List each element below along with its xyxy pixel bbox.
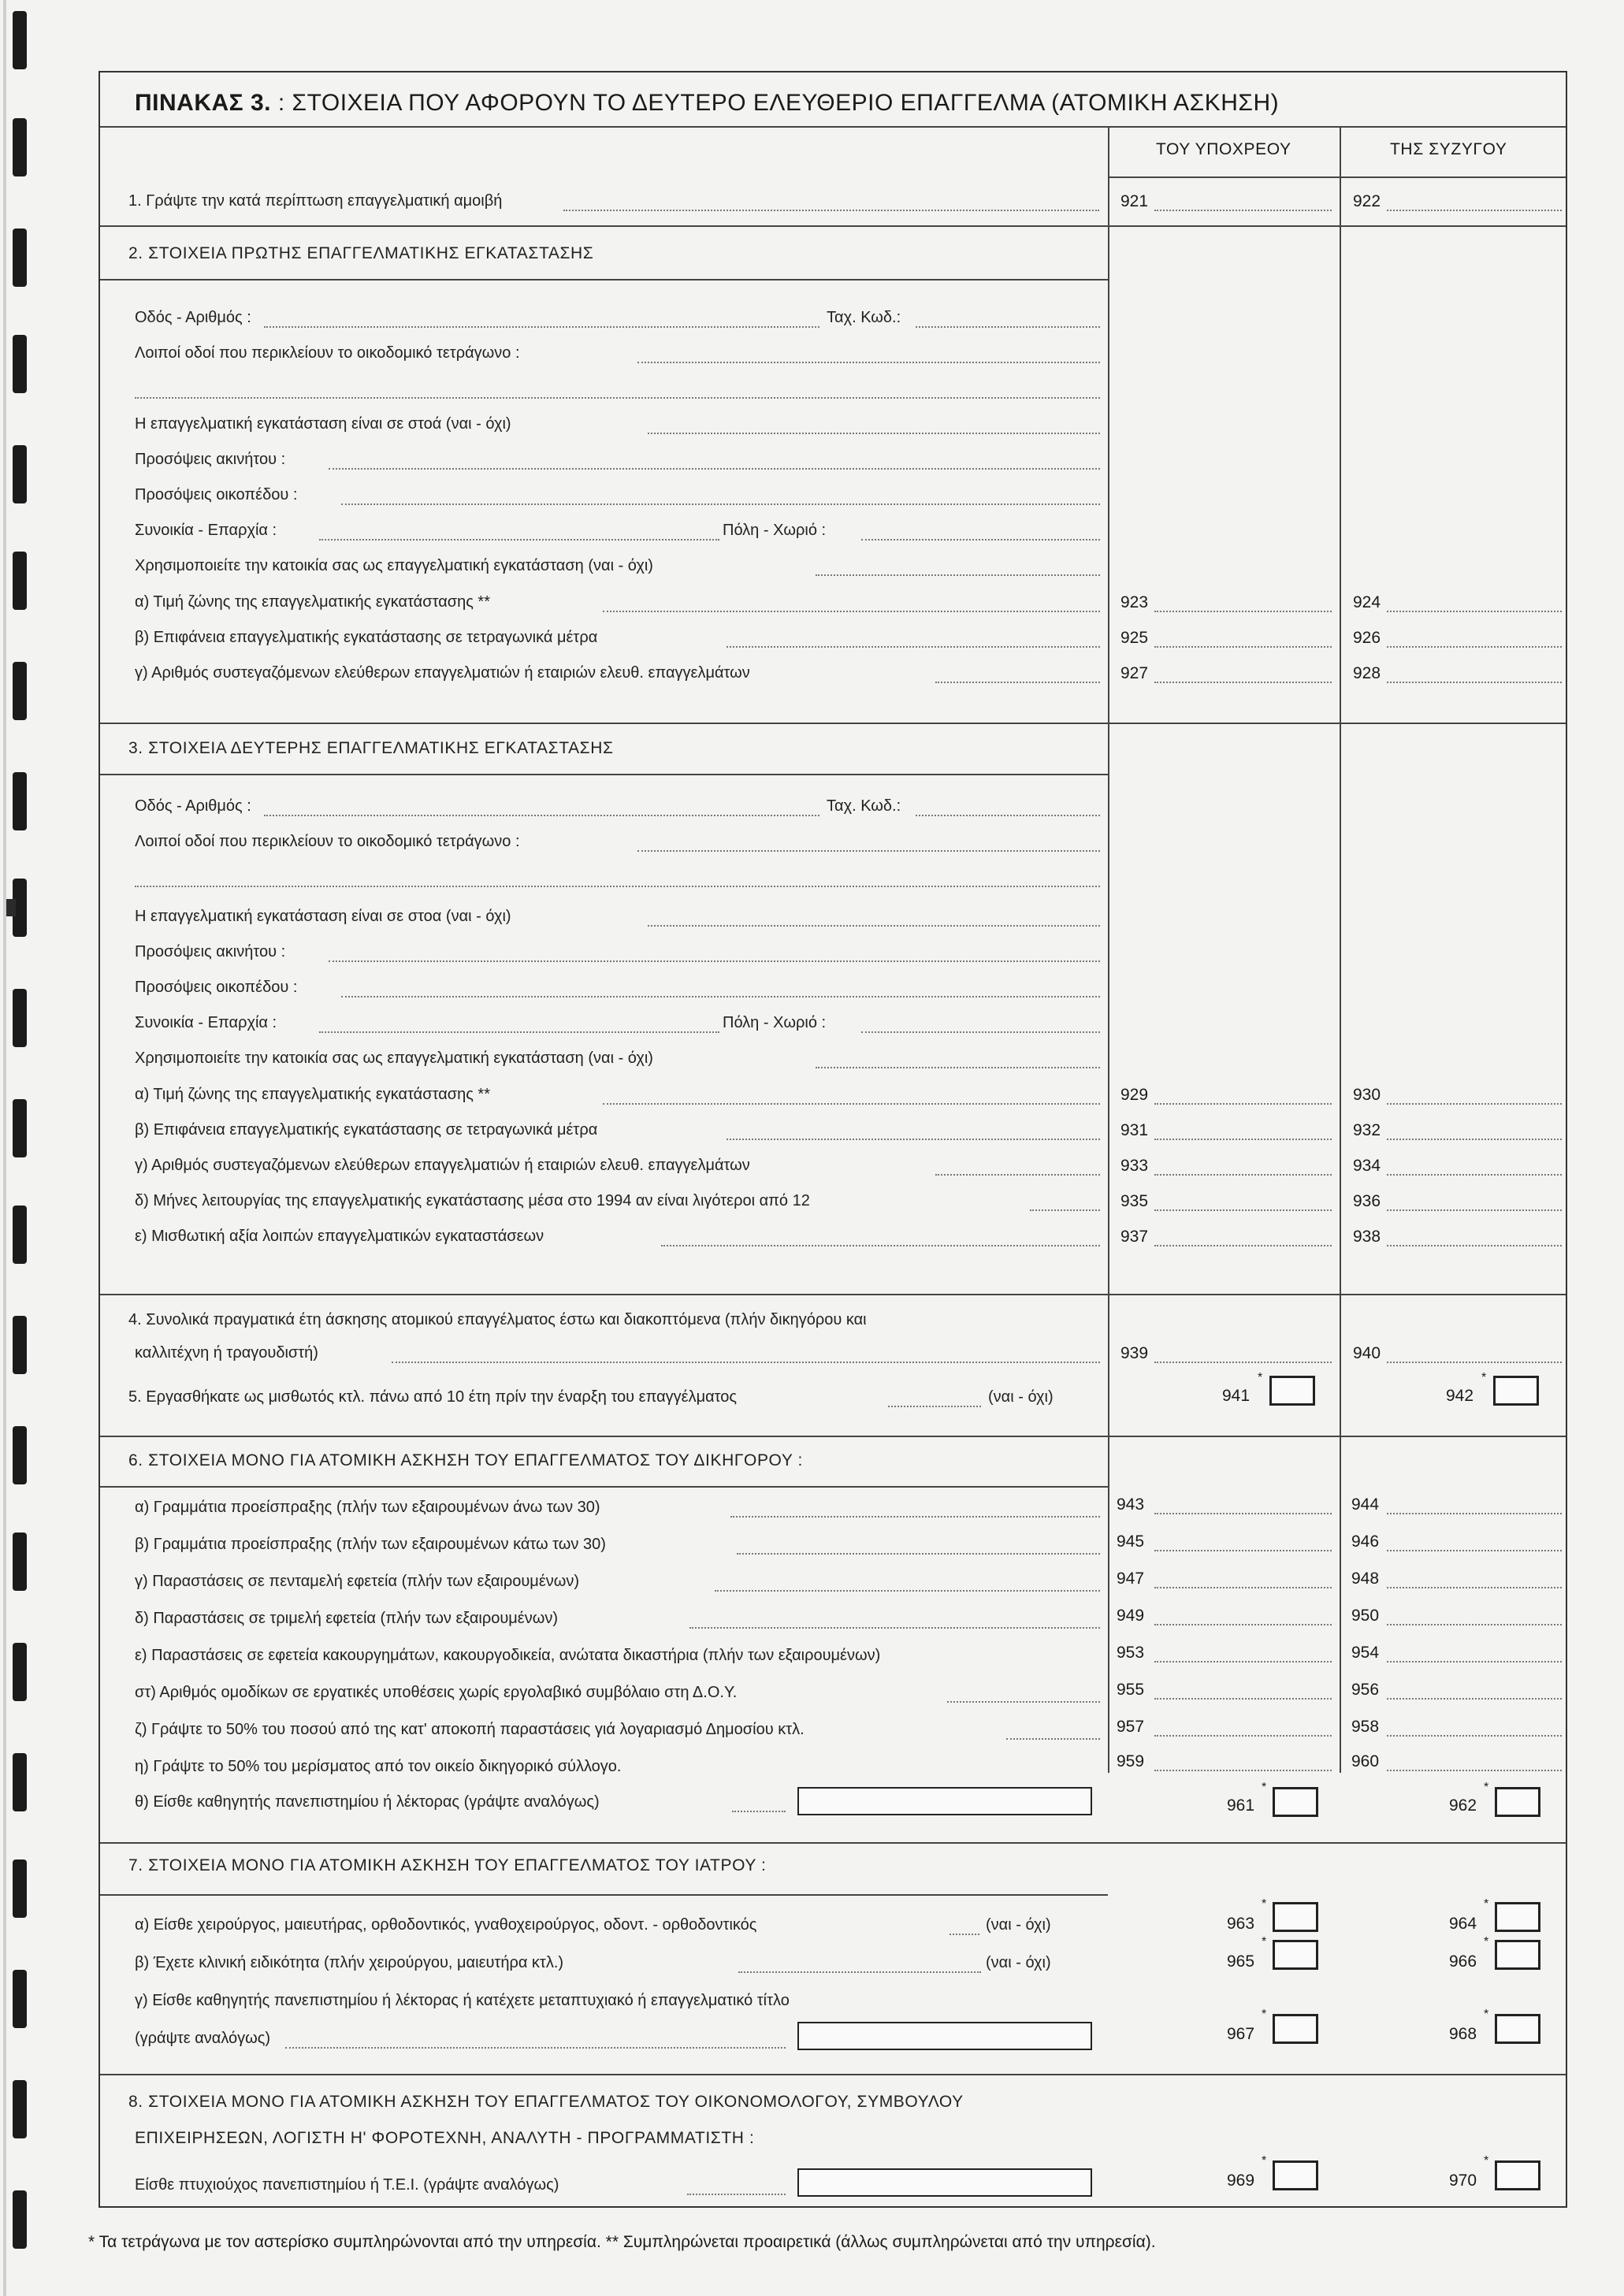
s2-arcade-field[interactable] xyxy=(648,433,1100,434)
s2-postal-field[interactable] xyxy=(916,326,1100,328)
footnote: * Τα τετράγωνα με τον αστερίσκο συμπληρώνονται από την υπηρεσία. ** Συμπληρώνεται προαιρετικά (άλλως συμπληρώνεται από την υπηρεσία). xyxy=(88,2233,1156,2251)
s7-c-label-line1: γ) Είσθε καθηγητής πανεπιστημίου ή λέκτορας ή κατέχετε μεταπτυχιακό ή επαγγελματικό τίτλο xyxy=(135,1992,790,2009)
box-942[interactable] xyxy=(1493,1376,1539,1406)
field-944[interactable] xyxy=(1387,1513,1562,1514)
field-945[interactable] xyxy=(1154,1550,1332,1551)
code-965: 965 xyxy=(1227,1952,1255,1971)
asterisk: * xyxy=(1262,2154,1267,2168)
s2-district-field[interactable] xyxy=(319,539,719,541)
s3-district-label: Συνοικία - Επαρχία : xyxy=(135,1014,277,1031)
dotted-line xyxy=(947,1701,1100,1703)
table-title-text: : ΣΤΟΙΧΕΙΑ ΠΟΥ ΑΦΟΡΟΥΝ ΤΟ ΔΕΥΤΕΡΟ ΕΛΕΥΘΕΡΙΟ ΕΠΑΓΓΕΛΜΑ (ΑΤΟΜΙΚΗ ΑΣΚΗΣΗ) xyxy=(271,90,1280,116)
field-935[interactable] xyxy=(1154,1209,1332,1211)
dotted-line xyxy=(888,1406,981,1407)
asterisk: * xyxy=(1484,2154,1489,2168)
field-953[interactable] xyxy=(1154,1661,1332,1663)
code-932: 932 xyxy=(1353,1121,1381,1139)
s3-street-field[interactable] xyxy=(264,815,819,816)
s2-city-label: Πόλη - Χωριό : xyxy=(723,522,827,539)
dotted-line xyxy=(603,1103,1100,1105)
code-931: 931 xyxy=(1120,1121,1149,1139)
field-949[interactable] xyxy=(1154,1624,1332,1625)
dotted-line xyxy=(392,1362,1100,1363)
code-970: 970 xyxy=(1449,2172,1477,2190)
dotted-line xyxy=(661,1245,1100,1246)
s2-facade-property-label: Προσόψεις ακινήτου : xyxy=(135,451,286,468)
code-930: 930 xyxy=(1353,1086,1381,1104)
code-945: 945 xyxy=(1117,1533,1145,1551)
s7-a-yes-no: (ναι - όχι) xyxy=(986,1916,1051,1934)
box-969[interactable] xyxy=(1273,2160,1318,2190)
code-964: 964 xyxy=(1449,1915,1477,1933)
rule xyxy=(100,279,1108,280)
code-955: 955 xyxy=(1117,1681,1145,1699)
s3-postal-field[interactable] xyxy=(916,815,1100,816)
field-922[interactable] xyxy=(1387,210,1562,211)
binding-ring xyxy=(6,445,38,503)
s2-facade-plot-field[interactable] xyxy=(341,503,1100,505)
table-number: ΠΙΝΑΚΑΣ 3. xyxy=(135,90,272,116)
code-957: 957 xyxy=(1117,1718,1145,1736)
s2-postal-label: Ταχ. Κωδ.: xyxy=(827,309,901,326)
code-959: 959 xyxy=(1117,1752,1145,1770)
rule xyxy=(1108,176,1566,178)
s6-b-label: β) Γραμμάτια προείσπραξης (πλήν των εξαιρουμένων κάτω των 30) xyxy=(135,1536,606,1553)
s3-city-label: Πόλη - Χωριό : xyxy=(723,1014,827,1031)
s2-city-field[interactable] xyxy=(861,539,1100,541)
binding-ring xyxy=(6,552,38,610)
code-948: 948 xyxy=(1351,1570,1380,1588)
code-936: 936 xyxy=(1353,1192,1381,1210)
code-935: 935 xyxy=(1120,1192,1149,1210)
s2-residence-use-field[interactable] xyxy=(816,574,1100,576)
field-947[interactable] xyxy=(1154,1587,1332,1588)
dotted-line xyxy=(935,1174,1100,1176)
binding-ring xyxy=(6,1643,38,1701)
code-942: 942 xyxy=(1446,1387,1474,1405)
s2-other-streets-field-2[interactable] xyxy=(135,397,1100,399)
binding-ring xyxy=(6,662,38,720)
s3-residence-use-label: Χρησιμοποιείτε την κατοικία σας ως επαγγελματική εγκατάσταση (ναι - όχι) xyxy=(135,1050,653,1067)
field-933[interactable] xyxy=(1154,1174,1332,1176)
s4-label-line1: 4. Συνολικά πραγματικά έτη άσκησης ατομικού επαγγέλματος έστω και διακοπτόμενα (πλήν δικηγόρου και xyxy=(128,1311,867,1328)
binding-ring xyxy=(6,1426,38,1484)
dotted-line xyxy=(738,1971,981,1973)
dotted-line xyxy=(715,1590,1100,1592)
s2-other-streets-label: Λοιποί οδοί που περικλείουν το οικοδομικό τετράγωνο : xyxy=(135,344,520,362)
s6-header: 6. ΣΤΟΙΧΕΙΑ ΜΟΝΟ ΓΙΑ ΑΤΟΜΙΚΗ ΑΣΚΗΣΗ ΤΟΥ ΕΠΑΓΓΕΛΜΑΤΟΣ ΤΟΥ ΔΙΚΗΓΟΡΟΥ : xyxy=(128,1451,803,1469)
code-953: 953 xyxy=(1117,1644,1145,1662)
s3-postal-label: Ταχ. Κωδ.: xyxy=(827,797,901,815)
asterisk: * xyxy=(1481,1371,1487,1384)
s6-c-label: γ) Παραστάσεις σε πενταμελή εφετεία (πλήν των εξαιρουμένων) xyxy=(135,1573,580,1590)
s8-degree-field[interactable] xyxy=(797,2168,1092,2197)
field-939[interactable] xyxy=(1154,1362,1332,1363)
box-961[interactable] xyxy=(1273,1787,1318,1817)
dotted-line xyxy=(689,1627,1100,1629)
s3-other-streets-field[interactable] xyxy=(637,850,1100,852)
dotted-line xyxy=(727,646,1100,648)
s3-arcade-label: Η επαγγελματική εγκατάσταση είναι σε στοα (ναι - όχι) xyxy=(135,908,511,925)
dotted-line xyxy=(737,1553,1100,1555)
column-header-obligor: ΤΟΥ ΥΠΟΧΡΕΟΥ xyxy=(1156,140,1291,158)
s3-facade-property-label: Προσόψεις ακινήτου : xyxy=(135,943,286,960)
binding-ring xyxy=(6,989,38,1047)
code-925: 925 xyxy=(1120,629,1149,647)
box-970[interactable] xyxy=(1495,2160,1540,2190)
field-929[interactable] xyxy=(1154,1103,1332,1105)
rule xyxy=(100,1486,1108,1488)
rule xyxy=(100,774,1108,775)
s6-th-field[interactable] xyxy=(797,1787,1092,1815)
s6-e-label: ε) Παραστάσεις σε εφετεία κακουργημάτων, κακουργοδικεία, ανώτατα δικαστήρια (πλήν των εξαιρουμένων) xyxy=(135,1647,881,1664)
s3-arcade-field[interactable] xyxy=(648,925,1100,927)
s3-other-streets-label: Λοιποί οδοί που περικλείουν το οικοδομικό τετράγωνο : xyxy=(135,833,520,850)
dotted-line xyxy=(950,1934,979,1935)
rule xyxy=(100,1294,1566,1295)
code-927: 927 xyxy=(1120,664,1149,682)
dotted-line xyxy=(1030,1209,1100,1211)
dotted-line xyxy=(687,2194,786,2195)
asterisk: * xyxy=(1484,1935,1489,1949)
code-944: 944 xyxy=(1351,1495,1380,1514)
s6-st-label: στ) Αριθμός ομοδίκων σε εργατικές υποθέσεις χωρίς εργολαβικό συμβόλαιο στη Δ.Ο.Υ. xyxy=(135,1684,738,1701)
field-943[interactable] xyxy=(1154,1513,1332,1514)
column-header-spouse: ΤΗΣ ΣΥΖΥΓΟΥ xyxy=(1390,140,1507,158)
rule xyxy=(100,1436,1566,1437)
rule xyxy=(100,225,1566,227)
field-932[interactable] xyxy=(1387,1139,1562,1140)
dotted-line xyxy=(730,1516,1100,1518)
dotted-line xyxy=(563,210,1099,211)
s7-b-yes-no: (ναι - όχι) xyxy=(986,1954,1051,1971)
s3-district-field[interactable] xyxy=(319,1031,719,1033)
field-934[interactable] xyxy=(1387,1174,1562,1176)
form-title xyxy=(135,90,1279,117)
binding-ring xyxy=(6,118,38,176)
box-962[interactable] xyxy=(1495,1787,1540,1817)
dotted-line xyxy=(935,682,1100,683)
field-924[interactable] xyxy=(1387,611,1562,612)
box-967[interactable] xyxy=(1273,2014,1318,2044)
s2-residence-use-label: Χρησιμοποιείτε την κατοικία σας ως επαγγελματική εγκατάσταση (ναι - όχι) xyxy=(135,557,653,574)
field-925[interactable] xyxy=(1154,646,1332,648)
binding-ring xyxy=(6,2080,38,2138)
asterisk: * xyxy=(1484,1781,1489,1794)
dotted-line xyxy=(603,611,1100,612)
field-946[interactable] xyxy=(1387,1550,1562,1551)
column-divider xyxy=(1340,126,1341,1773)
s8-degree-label: Είσθε πτυχιούχος πανεπιστημίου ή Τ.Ε.Ι. (γράψτε αναλόγως) xyxy=(135,2176,559,2194)
s3-street-label: Οδός - Αριθμός : xyxy=(135,797,251,815)
field-937[interactable] xyxy=(1154,1245,1332,1246)
field-928[interactable] xyxy=(1387,682,1562,683)
s5-yes-no: (ναι - όχι) xyxy=(988,1388,1054,1406)
code-958: 958 xyxy=(1351,1718,1380,1736)
code-962: 962 xyxy=(1449,1796,1477,1815)
field-959[interactable] xyxy=(1154,1770,1332,1771)
s3-header: 3. ΣΤΟΙΧΕΙΑ ΔΕΥΤΕΡΗΣ ΕΠΑΓΓΕΛΜΑΤΙΚΗΣ ΕΓΚΑΤΑΣΤΑΣΗΣ xyxy=(128,739,614,757)
binding-ring xyxy=(6,1206,38,1264)
code-929: 929 xyxy=(1120,1086,1149,1104)
rule xyxy=(100,2074,1566,2075)
s3-other-streets-field-2[interactable] xyxy=(135,886,1100,887)
s2-district-label: Συνοικία - Επαρχία : xyxy=(135,522,277,539)
s8-header-line2: ΕΠΙΧΕΙΡΗΣΕΩΝ, ΛΟΓΙΣΤΗ Η' ΦΟΡΟΤΕΧΝΗ, ΑΝΑΛΥΤΗ - ΠΡΟΓΡΑΜΜΑΤΙΣΤΗ : xyxy=(135,2129,755,2147)
s3-a-label: α) Τιμή ζώνης της επαγγελματικής εγκατάστασης ** xyxy=(135,1086,490,1103)
s2-other-streets-field[interactable] xyxy=(637,362,1100,363)
code-950: 950 xyxy=(1351,1607,1380,1625)
field-921[interactable] xyxy=(1154,210,1332,211)
s3-b-label: β) Επιφάνεια επαγγελματικής εγκατάστασης σε τετραγωνικά μέτρα xyxy=(135,1121,598,1139)
s4-label-line2: καλλιτέχνη ή τραγουδιστή) xyxy=(135,1344,318,1362)
s3-city-field[interactable] xyxy=(861,1031,1100,1033)
field-958[interactable] xyxy=(1387,1735,1562,1737)
s6-d-label: δ) Παραστάσεις σε τριμελή εφετεία (πλήν των εξαιρουμένων) xyxy=(135,1610,558,1627)
asterisk: * xyxy=(1484,1897,1489,1911)
binding-ring xyxy=(6,1970,38,2028)
code-946: 946 xyxy=(1351,1533,1380,1551)
s8-header-line1: 8. ΣΤΟΙΧΕΙΑ ΜΟΝΟ ΓΙΑ ΑΤΟΜΙΚΗ ΑΣΚΗΣΗ ΤΟΥ ΕΠΑΓΓΕΛΜΑΤΟΣ ΤΟΥ ΟΙΚΟΝΟΜΟΛΟΓΟΥ, ΣΥΜΒΟΥΛΟΥ xyxy=(128,2093,964,2111)
field-954[interactable] xyxy=(1387,1661,1562,1663)
s1-label: 1. Γράψτε την κατά περίπτωση επαγγελματική αμοιβή xyxy=(128,192,503,210)
binding-ring xyxy=(6,228,38,287)
code-968: 968 xyxy=(1449,2025,1477,2043)
asterisk: * xyxy=(1262,1781,1267,1794)
field-957[interactable] xyxy=(1154,1735,1332,1737)
s3-facade-property-field[interactable] xyxy=(329,960,1100,962)
binding-ring xyxy=(6,335,38,393)
code-926: 926 xyxy=(1353,629,1381,647)
code-963: 963 xyxy=(1227,1915,1255,1933)
rule xyxy=(100,126,1566,128)
asterisk: * xyxy=(1262,1897,1267,1911)
code-934: 934 xyxy=(1353,1157,1381,1175)
box-965[interactable] xyxy=(1273,1940,1318,1970)
binding-ring xyxy=(6,1753,38,1811)
code-924: 924 xyxy=(1353,593,1381,611)
table-3-form xyxy=(98,71,1567,2208)
s3-d-label: δ) Μήνες λειτουργίας της επαγγελματικής εγκατάστασης μέσα στο 1994 αν είναι λιγότεροι από 12 xyxy=(135,1192,810,1209)
s7-b-label: β) Έχετε κλινική ειδικότητα (πλήν χειρούργου, μαιευτήρα κτλ.) xyxy=(135,1954,564,1971)
binding-strip xyxy=(0,0,63,2296)
binding-ring xyxy=(6,1099,38,1157)
binding-ring xyxy=(6,1533,38,1591)
s3-facade-plot-label: Προσόψεις οικοπέδου : xyxy=(135,979,298,996)
asterisk: * xyxy=(1262,1935,1267,1949)
field-948[interactable] xyxy=(1387,1587,1562,1588)
s2-facade-property-field[interactable] xyxy=(329,468,1100,470)
binding-ring xyxy=(6,2190,38,2249)
code-960: 960 xyxy=(1351,1752,1380,1770)
s2-street-field[interactable] xyxy=(264,326,819,328)
box-968[interactable] xyxy=(1495,2014,1540,2044)
s3-facade-plot-field[interactable] xyxy=(341,996,1100,998)
binding-ring xyxy=(6,11,38,69)
asterisk: * xyxy=(1262,2008,1267,2021)
binding-ring xyxy=(6,879,38,937)
code-943: 943 xyxy=(1117,1495,1145,1514)
field-955[interactable] xyxy=(1154,1698,1332,1700)
rule xyxy=(100,1842,1566,1844)
field-936[interactable] xyxy=(1387,1209,1562,1211)
s3-c-label: γ) Αριθμός συστεγαζόμενων ελεύθερων επαγγελματιών ή εταιριών ελευθ. επαγγελμάτων xyxy=(135,1157,750,1174)
dotted-line xyxy=(732,1811,786,1812)
field-926[interactable] xyxy=(1387,646,1562,648)
code-941: 941 xyxy=(1222,1387,1251,1405)
s7-a-label: α) Είσθε χειρούργος, μαιευτήρας, ορθοδοντικός, γναθοχειρούργος, οδοντ. - ορθοδοντικός xyxy=(135,1916,757,1934)
dotted-line xyxy=(285,2047,786,2049)
code-933: 933 xyxy=(1120,1157,1149,1175)
code-969: 969 xyxy=(1227,2172,1255,2190)
field-931[interactable] xyxy=(1154,1139,1332,1140)
s6-z-label: ζ) Γράψτε το 50% του ποσού από της κατ' αποκοπή παραστάσεις γιά λογαριασμό Δημοσίου κτλ. xyxy=(135,1721,805,1738)
s2-street-label: Οδός - Αριθμός : xyxy=(135,309,251,326)
field-930[interactable] xyxy=(1387,1103,1562,1105)
binding-ring xyxy=(6,1316,38,1374)
code-922: 922 xyxy=(1353,192,1381,210)
rule xyxy=(100,723,1566,724)
s2-a-label: α) Τιμή ζώνης της επαγγελματικής εγκατάστασης ** xyxy=(135,593,490,611)
field-927[interactable] xyxy=(1154,682,1332,683)
s2-b-label: β) Επιφάνεια επαγγελματικής εγκατάστασης σε τετραγωνικά μέτρα xyxy=(135,629,598,646)
code-961: 961 xyxy=(1227,1796,1255,1815)
code-940: 940 xyxy=(1353,1344,1381,1362)
box-966[interactable] xyxy=(1495,1940,1540,1970)
field-956[interactable] xyxy=(1387,1698,1562,1700)
box-964[interactable] xyxy=(1495,1902,1540,1932)
s2-arcade-label: Η επαγγελματική εγκατάσταση είναι σε στοά (ναι - όχι) xyxy=(135,415,511,433)
code-939: 939 xyxy=(1120,1344,1149,1362)
code-937: 937 xyxy=(1120,1228,1149,1246)
column-divider xyxy=(1108,126,1109,1773)
s7-header: 7. ΣΤΟΙΧΕΙΑ ΜΟΝΟ ΓΙΑ ΑΤΟΜΙΚΗ ΑΣΚΗΣΗ ΤΟΥ ΕΠΑΓΓΕΛΜΑΤΟΣ ΤΟΥ ΙΑΤΡΟΥ : xyxy=(128,1856,767,1874)
code-928: 928 xyxy=(1353,664,1381,682)
dotted-line xyxy=(1006,1738,1100,1740)
s7-c-label-line2: (γράψτε αναλόγως) xyxy=(135,2030,271,2047)
field-940[interactable] xyxy=(1387,1362,1562,1363)
code-938: 938 xyxy=(1353,1228,1381,1246)
binding-ring xyxy=(6,772,38,830)
code-921: 921 xyxy=(1120,192,1149,210)
field-950[interactable] xyxy=(1387,1624,1562,1625)
code-966: 966 xyxy=(1449,1952,1477,1971)
s2-facade-plot-label: Προσόψεις οικοπέδου : xyxy=(135,486,298,503)
code-967: 967 xyxy=(1227,2025,1255,2043)
s3-residence-use-field[interactable] xyxy=(816,1067,1100,1068)
s5-label: 5. Εργασθήκατε ως μισθωτός κτλ. πάνω από 10 έτη πρίν την έναρξη του επαγγέλματος xyxy=(128,1388,738,1406)
field-960[interactable] xyxy=(1387,1770,1562,1771)
dotted-line xyxy=(727,1139,1100,1140)
code-954: 954 xyxy=(1351,1644,1380,1662)
box-941[interactable] xyxy=(1269,1376,1315,1406)
field-923[interactable] xyxy=(1154,611,1332,612)
code-949: 949 xyxy=(1117,1607,1145,1625)
s3-e-label: ε) Μισθωτική αξία λοιπών επαγγελματικών εγκαταστάσεων xyxy=(135,1228,544,1245)
code-956: 956 xyxy=(1351,1681,1380,1699)
rule xyxy=(100,1894,1108,1896)
box-963[interactable] xyxy=(1273,1902,1318,1932)
asterisk: * xyxy=(1484,2008,1489,2021)
s2-header: 2. ΣΤΟΙΧΕΙΑ ΠΡΩΤΗΣ ΕΠΑΓΓΕΛΜΑΤΙΚΗΣ ΕΓΚΑΤΑΣΤΑΣΗΣ xyxy=(128,244,594,262)
asterisk: * xyxy=(1258,1371,1263,1384)
s6-th-label: θ) Είσθε καθηγητής πανεπιστημίου ή λέκτορας (γράψτε αναλόγως) xyxy=(135,1793,600,1811)
s7-c-field[interactable] xyxy=(797,2022,1092,2050)
field-938[interactable] xyxy=(1387,1245,1562,1246)
binding-ring xyxy=(6,1859,38,1918)
code-947: 947 xyxy=(1117,1570,1145,1588)
s6-h-label: η) Γράψτε το 50% του μερίσματος από τον οικείο δικηγορικό σύλλογο. xyxy=(135,1758,622,1775)
s6-a-label: α) Γραμμάτια προείσπραξης (πλήν των εξαιρουμένων άνω των 30) xyxy=(135,1499,600,1516)
s2-c-label: γ) Αριθμός συστεγαζόμενων ελεύθερων επαγγελματιών ή εταιριών ελευθ. επαγγελμάτων xyxy=(135,664,750,682)
code-923: 923 xyxy=(1120,593,1149,611)
